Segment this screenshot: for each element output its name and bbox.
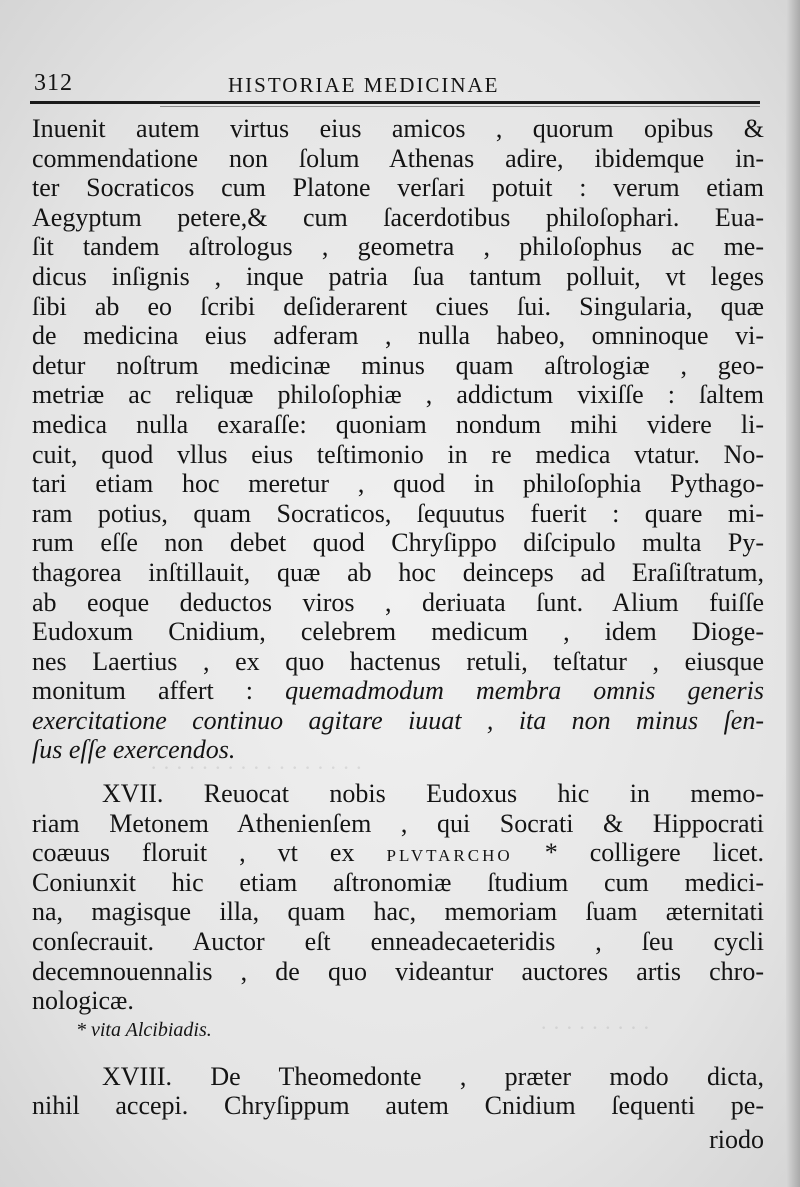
text-line: nes Laertius , ex quo hactenus retuli, teſtatur , eiusque	[32, 646, 764, 676]
catchword: riodo	[709, 1125, 764, 1154]
footnote: * vita Alcibiadis.	[76, 1018, 212, 1041]
text-line: metriæ ac reliquæ philoſophiæ , addictum vixiſſe : ſaltem	[32, 380, 764, 410]
text-line: riam Metonem Athenienſem , qui Socrati & Hippocrati	[32, 808, 764, 838]
page-header	[30, 70, 760, 100]
page-number: 312	[34, 70, 73, 96]
text-line	[32, 838, 764, 868]
header-rule-thin	[160, 106, 760, 107]
text-line: medica nulla exaraſſe: quoniam nondum mihi videre li-	[32, 409, 764, 439]
section-text: De Theomedonte , præter modo dicta,	[210, 1061, 765, 1091]
text-line: dicus inſignis , inque patria ſua tantum polluit, vt leges	[32, 261, 764, 291]
header-rule	[30, 101, 760, 104]
footnote-marker-text: * colligere licet.	[544, 838, 765, 868]
text-line: thagorea inſtillauit, quæ ab hoc deinceps ad Eraſiſtratum,	[32, 557, 764, 587]
quote-intro: monitum affert :	[32, 676, 254, 706]
text-line: nihil accepi. Chryſippum autem Cnidium ſequenti pe-	[32, 1091, 764, 1121]
text-line: Aegyptum petere,& cum ſacerdotibus philoſophari. Eua-	[32, 202, 764, 232]
text-line: de medicina eius adferam , nulla habeo, omninoque vi-	[32, 321, 764, 351]
quote-line: ſus eſſe exercendos.	[32, 735, 236, 765]
page-edge	[786, 0, 800, 1187]
section-xvii-first-line	[32, 779, 764, 809]
text-line: cuit, quod vllus eius teſtimonio in re medica vtatur. No-	[32, 439, 764, 469]
text-line: conſecrauit. Auctor eſt enneadecaeteridis , ſeu cycli	[32, 927, 764, 957]
text-line: Inuenit autem virtus eius amicos , quorum opibus &	[32, 114, 764, 143]
quote-line: exercitatione continuo agitare iuuat , ita non minus ſen-	[32, 705, 764, 735]
quote-text: quemadmodum membra omnis generis	[285, 676, 764, 706]
text-line: Coniunxit hic etiam aſtronomiæ ſtudium cum medici-	[32, 867, 764, 897]
text-line: nologicæ.	[32, 986, 134, 1016]
text-line: tari etiam hoc meretur , quod in philoſophia Pythago-	[32, 469, 764, 499]
text-line: na, magisque illa, quam hac, memoriam ſuam æternitati	[32, 897, 764, 927]
text-line: ſibi ab eo ſcribi deſiderarent ciues ſui. Singularia, quæ	[32, 291, 764, 321]
show-through-text: · · · · · · · · · · · · · · · · ·	[150, 755, 363, 780]
section-gap	[32, 765, 764, 779]
section-xviii-first-line	[32, 1062, 764, 1092]
text-line: ab eoque deductos viros , deriuata ſunt. Alium fuiſſe	[32, 587, 764, 617]
text-line: commendatione non ſolum Athenas adire, ibidemque in-	[32, 143, 764, 173]
text-line: decemnouennalis , de quo videantur auctores artis chro-	[32, 956, 764, 986]
text-line: rum eſſe non debet quod Chryſippo diſcipulo multa Py-	[32, 528, 764, 558]
author-small-caps: PLVTARCHO	[386, 846, 513, 866]
section-text: Reuocat nobis Eudoxus hic in memo-	[203, 779, 765, 809]
running-title: HISTORIAE MEDICINAE	[228, 73, 500, 97]
text-line: Eudoxum Cnidium, celebrem medicum , idem Dioge-	[32, 617, 764, 647]
body-text	[32, 114, 764, 1121]
text-line: ter Socraticos cum Platone verſari potuit : verum etiam	[32, 173, 764, 203]
text-fragment: coæuus floruit , vt ex	[32, 838, 355, 868]
quote-line	[32, 676, 764, 706]
text-line: ram potius, quam Socraticos, ſequutus fuerit : quare mi-	[32, 498, 764, 528]
section-gap	[32, 1044, 764, 1062]
section-numeral: XVII.	[102, 779, 164, 809]
show-through-text-lower: · · · · · · · · ·	[540, 1015, 650, 1040]
section-numeral: XVIII.	[102, 1061, 173, 1091]
text-line: ſit tandem aſtrologus , geometra , philoſophus ac me-	[32, 232, 764, 262]
text-line: detur noſtrum medicinæ minus quam aſtrologiæ , geo-	[32, 350, 764, 380]
